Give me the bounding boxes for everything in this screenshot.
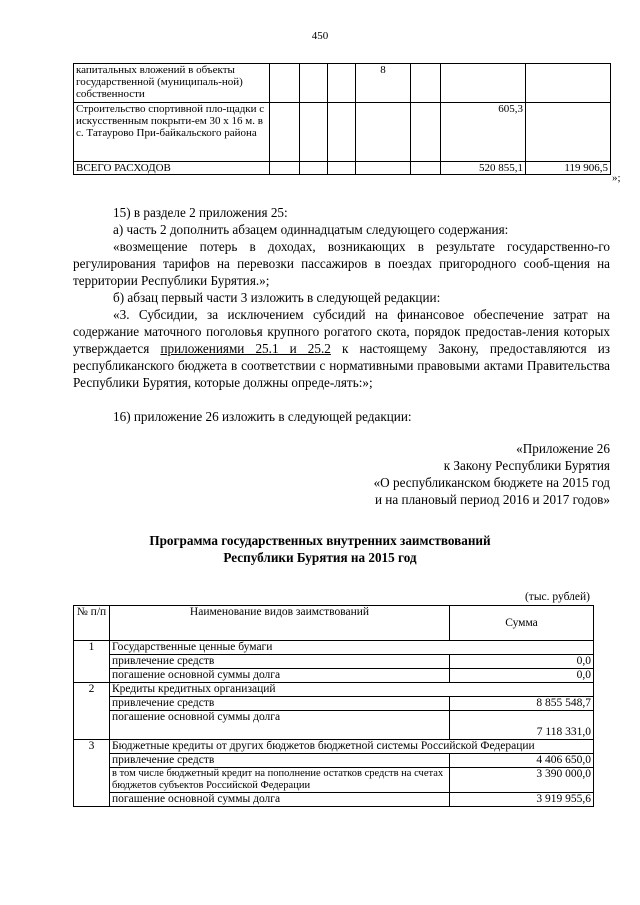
row-sum: 8 855 548,7	[450, 697, 594, 711]
table-cell: капитальных вложений в объекты государственной (муниципаль-ной) собственности	[74, 64, 270, 103]
row-label: погашение основной суммы долга	[110, 793, 450, 807]
paragraph-15: 15) в разделе 2 приложения 25:	[113, 205, 288, 220]
table-row	[74, 64, 611, 103]
appendix-link[interactable]: приложениями 25.1 и 25.2	[160, 341, 331, 356]
document-title: Программа государственных внутренних заимствований Республики Бурятия на 2015 год	[149, 533, 491, 565]
page-number: 450	[311, 30, 329, 42]
table-row	[74, 711, 594, 740]
row-label: погашение основной суммы долга	[110, 711, 450, 740]
table-cell	[441, 64, 526, 103]
row-sum: 3 390 000,0	[450, 768, 594, 793]
row-sum: 7 118 331,0	[450, 711, 594, 740]
table-row	[74, 655, 594, 669]
row-sum: 3 919 955,6	[450, 793, 594, 807]
col-name-header: Наименование видов заимствований	[110, 606, 450, 641]
total-value: 520 855,1	[441, 162, 526, 175]
table-row	[74, 641, 594, 655]
paragraph-b: б) абзац первый части 3 изложить в следующей редакции:	[113, 290, 441, 305]
total-label: ВСЕГО РАСХОДОВ	[74, 162, 270, 175]
row-label: привлечение средств	[110, 754, 450, 768]
row-sum: 4 406 650,0	[450, 754, 594, 768]
row-number: 3	[74, 740, 110, 807]
table-row	[74, 683, 594, 697]
expenses-table	[73, 63, 611, 175]
col-sum-header: Сумма	[450, 606, 594, 641]
section-title: Кредиты кредитных организаций	[110, 683, 594, 697]
borrowings-table	[73, 605, 594, 807]
table-cell	[526, 64, 611, 103]
col-number-header: № п/п	[74, 606, 110, 641]
total-value: 119 906,5	[526, 162, 611, 175]
units-label: (тыс. рублей)	[524, 591, 590, 603]
section-title: Государственные ценные бумаги	[110, 641, 594, 655]
row-number: 1	[74, 641, 110, 683]
row-label: привлечение средств	[110, 697, 450, 711]
table-row	[74, 162, 611, 175]
table-row	[74, 103, 611, 162]
section-title: Бюджетные кредиты от других бюджетов бюджетной системы Российской Федерации	[110, 740, 594, 754]
table-row	[74, 768, 594, 793]
table-cell	[526, 103, 611, 162]
paragraph-3: «3. Субсидии, за исключением субсидий на финансовое обеспечение затрат на содержание маточного поголовья крупного рогатого скота, порядок предостав-ления которых утверждается приложениями 25.1 и 25.2 к настоящему Закону, предоставляются из республиканского бюджета в соответствии с нормативными правовыми актами Правительства Республики Бурятия, которые должны опреде-лять:»;	[73, 307, 610, 390]
table-cell	[356, 103, 411, 162]
table-cell	[356, 162, 411, 175]
appendix-header: «Приложение 26 к Закону Республики Бурятия «О республиканском бюджете на 2015 год и на плановый период 2016 и 2017 годов»	[373, 441, 610, 507]
paragraph-quote: «возмещение потерь в доходах, возникающих в результате государственно-го регулирования тарифов на перевозки пассажиров в поездах пригородного сооб-щения на территории Республики Бурятия.»;	[73, 239, 610, 288]
table-cell: Строительство спортивной пло-щадки с искусственным покрыти-ем 30 х 16 м. в с. Татаурово При-байкальского района	[74, 103, 270, 162]
table-row	[74, 754, 594, 768]
row-label: привлечение средств	[110, 655, 450, 669]
table-row	[74, 697, 594, 711]
paragraph-16: 16) приложение 26 изложить в следующей редакции:	[113, 409, 412, 424]
paragraph-a: а) часть 2 дополнить абзацем одиннадцатым следующего содержания:	[113, 222, 509, 237]
row-number: 2	[74, 683, 110, 740]
row-label: в том числе бюджетный кредит на пополнение остатков средств на счетах бюджетов субъектов Российской Федерации	[110, 768, 450, 793]
table-cell: 605,3	[441, 103, 526, 162]
table-row	[74, 793, 594, 807]
row-sum: 0,0	[450, 655, 594, 669]
table-row	[74, 740, 594, 754]
quote-close: »;	[612, 172, 621, 184]
row-sum: 0,0	[450, 669, 594, 683]
table-cell: 8	[356, 64, 411, 103]
row-label: погашение основной суммы долга	[110, 669, 450, 683]
table-header	[74, 606, 594, 641]
table-row	[74, 669, 594, 683]
